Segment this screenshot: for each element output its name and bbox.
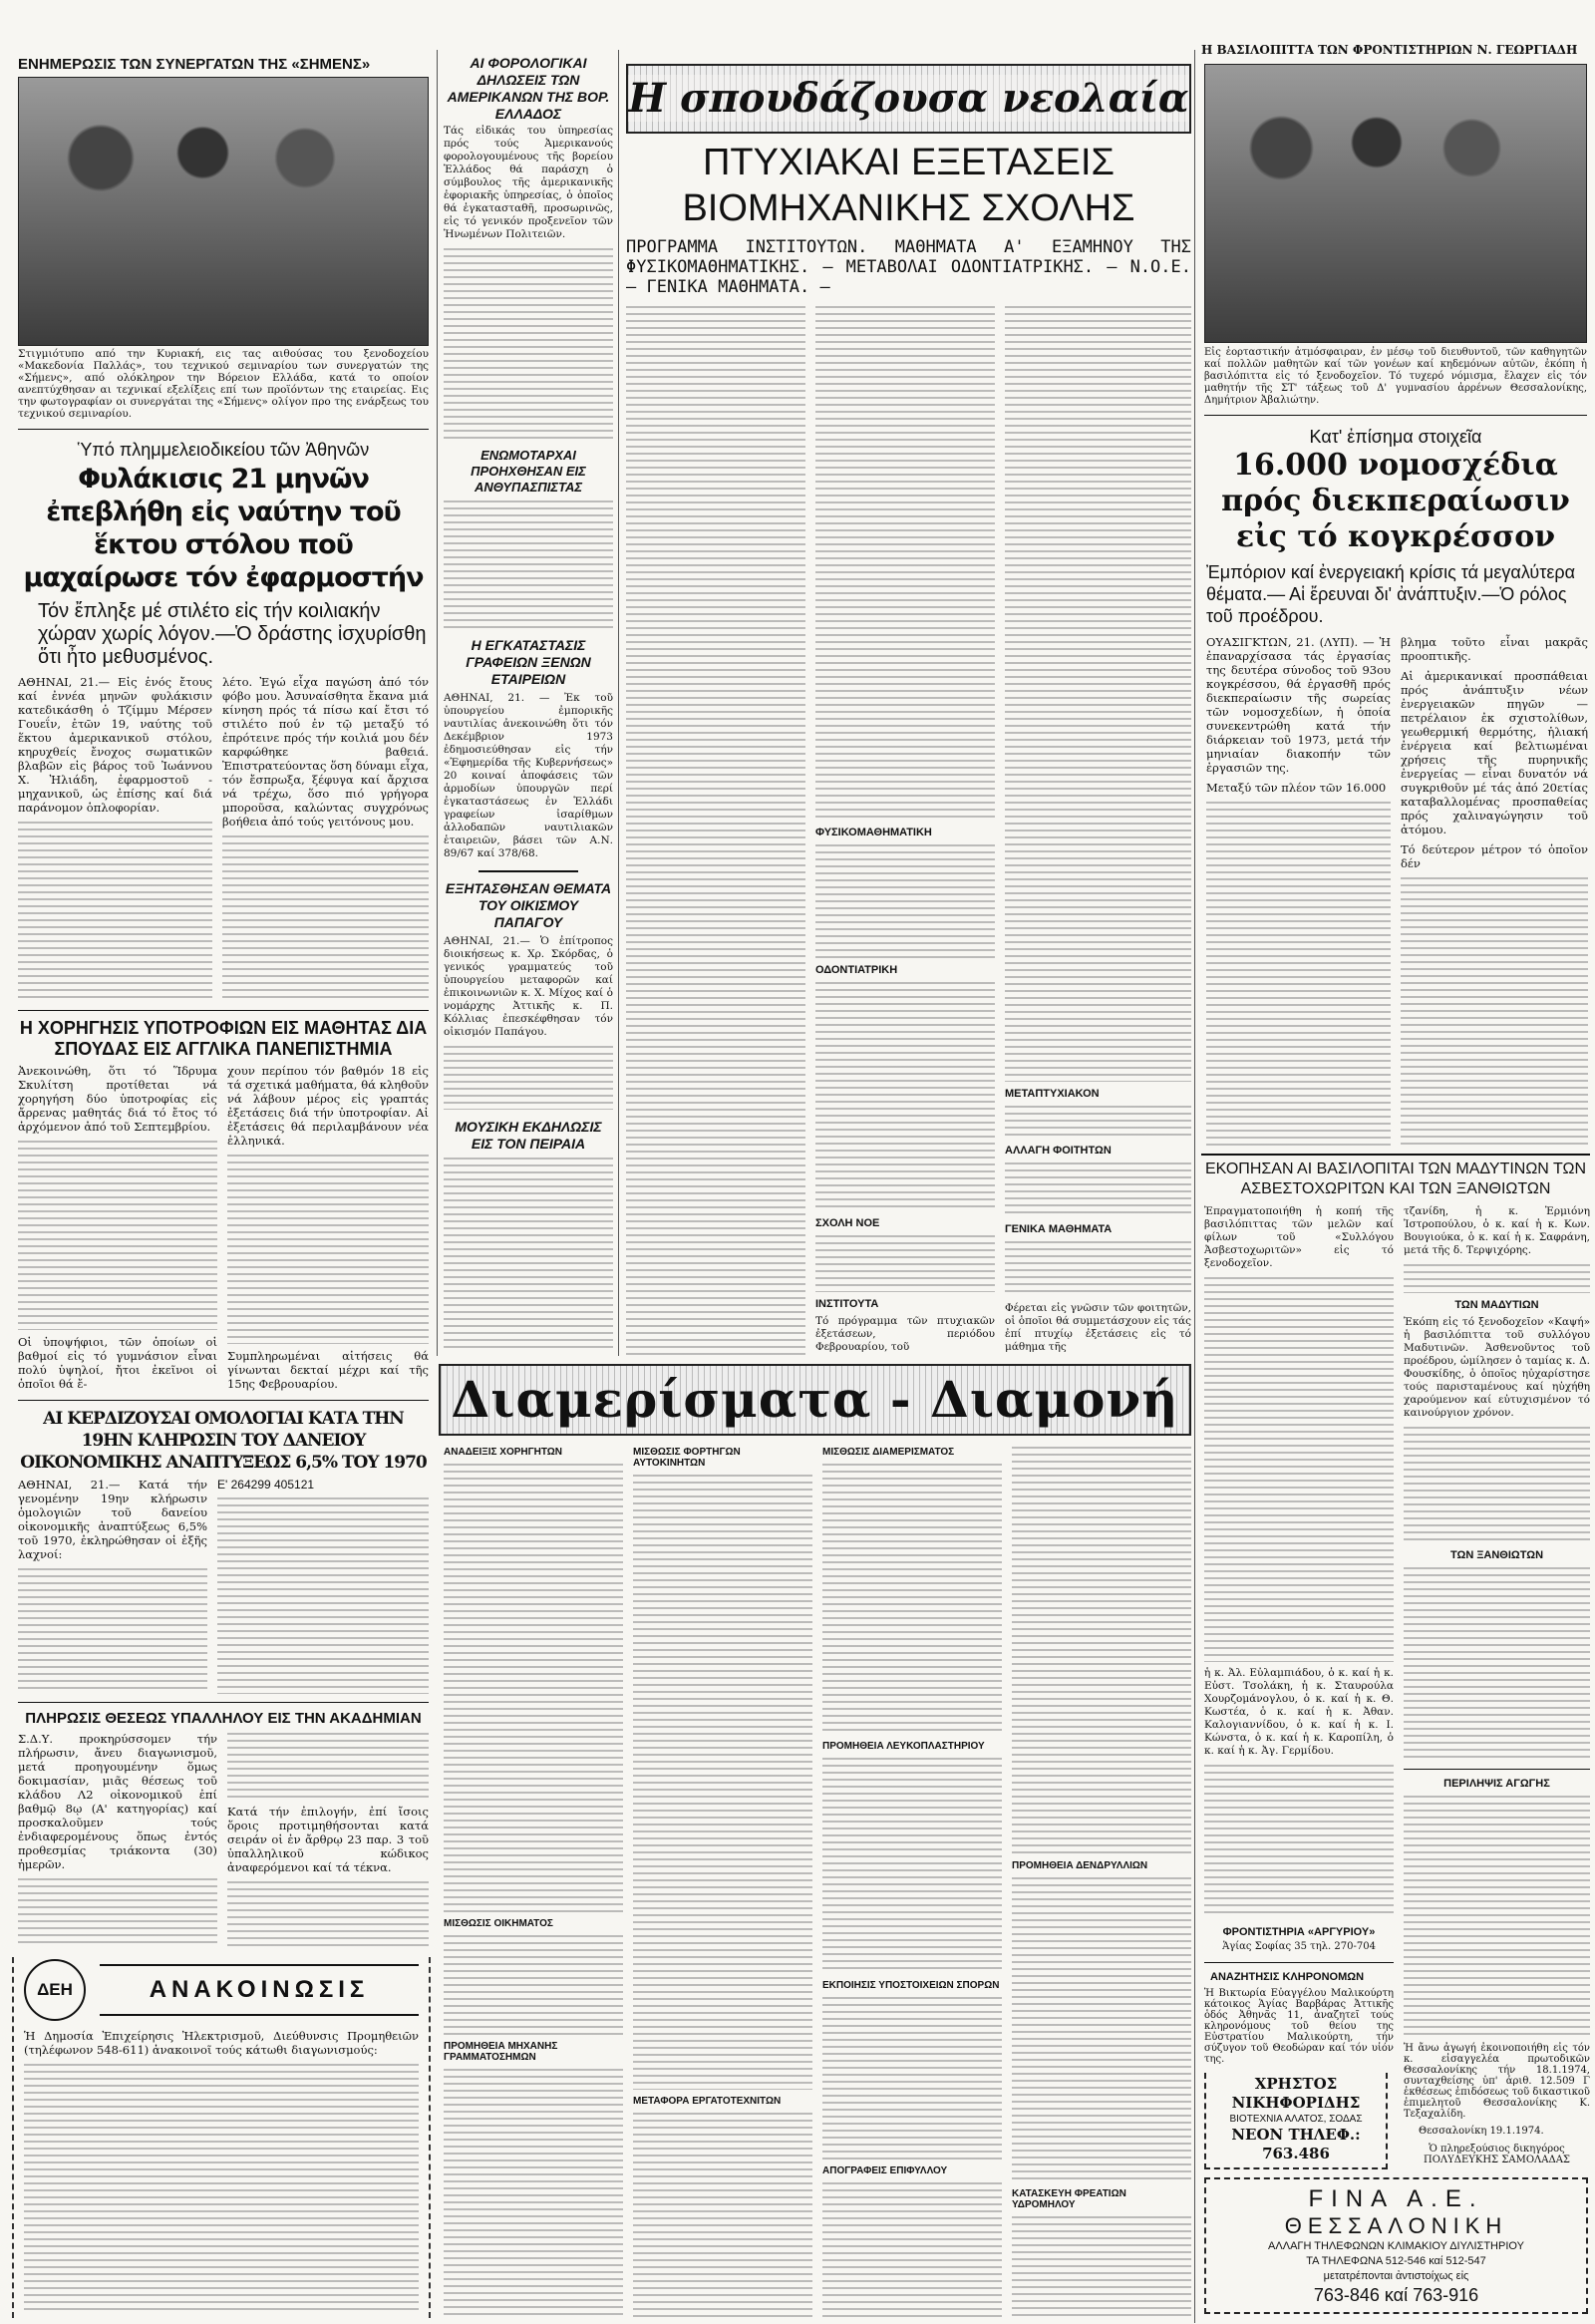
article-body-vasilopites-1: Ἐπραγματοποιήθη ἡ κοπή τῆς βασιλόπιττας τῶν μελῶν καί φίλων τοῦ «Συλλόγου Ἀσβεστοχωριτῶν» εἰς τό ξενοδοχεῖον. (1204, 1205, 1394, 1269)
headline-enomotarxai: ΕΝΩΜΟΤΑΡΧΑΙ ΠΡΟΗΧΘΗΣΑΝ ΕΙΣ ΑΝΘΥΠΑΣΠΙΣΤΑΣ (471, 448, 586, 496)
headline-periilipsis: ΠΕΡΙΛΗΨΙΣ ΑΓΩΓΗΣ (1443, 1778, 1550, 1791)
text-column (1206, 802, 1391, 1148)
section-banner-classifieds (439, 1364, 1191, 1436)
subhead-fylakisis: Τόν ἔπληξε μέ στιλέτο εἰς τήν κοιλιακήν χώραν χωρίς λόγον.—Ὁ δράστης ἰσχυρίσθη ὅτι ἦτο μεθυσμένος. (38, 600, 427, 668)
headline-ptyxiakai: ΠΤΥΧΙΑΚΑΙ ΕΞΕΤΑΣΕΙΣ ΒΙΟΜΗΧΑΝΙΚΗΣ ΣΧΟΛΗΣ (682, 142, 1135, 229)
text-column (18, 1878, 217, 1948)
agogi-place-date: Θεσσαλονίκη 19.1.1974. (1419, 2126, 1544, 2137)
headline-omologiai: ΑΙ ΚΕΡΔΙΖΟΥΣΑΙ ΟΜΟΛΟΓΙΑΙ ΚΑΤΑ ΤΗΝ 19ΗΝ ΚΛΗΡΩΣΙΝ ΤΟΥ ΔΑΝΕΙΟΥ ΟΙΚΟΝΟΜΙΚΗΣ ΑΝΑΠΤΥΞΕΩΣ 6,5% ΤΟΥ 1970 (20, 1408, 427, 1473)
section-odontiatriki: ΟΔΟΝΤΙΑΤΡΙΚΗ (815, 964, 898, 977)
subhead-ptyxiakai: ΠΡΟΓΡΑΜΜΑ ΙΝΣΤΙΤΟΥΤΩΝ. ΜΑΘΗΜΑΤΑ Α' ΕΞΑΜΗΝΟΥ ΤΗΣ ΦΥΣΙΚΟΜΑΘΗΜΑΤΙΚΗΣ. — ΜΕΤΑΒΟΛΑΙ ΟΔΟΝΤΙΑΤΡΙΚΗΣ. — Ν.Ο.Ε. — ΓΕΝΙΚΑ ΜΑΘΗΜΑΤΑ. — (626, 237, 1191, 297)
headline-fylakisis: Φυλάκισις 21 μηνῶν ἐπεβλήθη εἰς ναύτην τοῦ ἕκτου στόλου ποῦ μαχαίρωσε τόν ἐφαρμοστήν (23, 464, 424, 593)
classified-heading: ΜΙΣΘΩΣΙΣ ΔΙΑΜΕΡΙΣΜΑΤΟΣ (822, 1447, 955, 1458)
text-column (815, 1235, 995, 1292)
text-column (633, 2113, 812, 2318)
text-column (227, 1733, 429, 1800)
text-column (227, 1881, 429, 1948)
text-column (633, 1475, 812, 2090)
text-column (1401, 877, 1588, 1148)
classified-heading: ΜΙΣΘΩΣΙΣ ΦΟΡΤΗΓΩΝ ΑΥΤΟΚΙΝΗΤΩΝ (633, 1447, 741, 1469)
classified-heading: ΕΚΠΟΙΗΣΙΣ ΥΠΟΣΤΟΙΧΕΙΩΝ ΣΠΟΡΩΝ (822, 1980, 1000, 1992)
text-column (222, 835, 429, 1002)
frontistiria-address: Ἁγίας Σοφίας 35 τηλ. 270-704 (1222, 1941, 1376, 1952)
tender-list (24, 2064, 419, 2313)
headline-forologika: ΑΙ ΦΟΡΟΛΟΓΙΚΑΙ ΔΗΛΩΣΕΙΣ ΤΩΝ ΑΜΕΡΙΚΑΝΩΝ ΤΗΣ ΒΟΡ. ΕΛΛΑΔΟΣ (447, 55, 610, 122)
anakoinosis-intro: Ἡ Δημοσία Ἐπιχείρησις Ἠλεκτρισμοῦ, Διεύθυνσις Προμηθειῶν (τηλέφωνον 548-611) ἀνακοινοῖ τούς κάτωθι διαγωνισμούς: (24, 2029, 419, 2057)
classified-heading: ΠΡΟΜΗΘΕΙΑ ΜΗΧΑΝΗΣ ΓΡΑΜΜΑΤΟΣΗΜΩΝ (444, 2041, 558, 2063)
text-column (1012, 1447, 1191, 1854)
headline-ypotrofies: Η ΧΟΡΗΓΗΣΙΣ ΥΠΟΤΡΟΦΙΩΝ ΕΙΣ ΜΑΘΗΤΑΣ ΔΙΑ ΣΠΟΥΔΑΣ ΕΙΣ ΑΓΓΛΙΚΑ ΠΑΝΕΠΙΣΤΗΜΙΑ (19, 1018, 428, 1060)
text-column (444, 1046, 613, 1110)
classified-heading: ΜΕΤΑΦΟΡΑ ΕΡΓΑΤΟΤΕΧΝΙΤΩΝ (633, 2096, 782, 2108)
article-body-kleronomon: Ἡ Βικτωρία Εὐαγγέλου Μαλικούρτη κάτοικος Ἁγίας Βαρβάρας Ἀττικῆς ὁδός Ἀθηνᾶς 11, ἀναζητεῖ τούς κληρονόμους τοῦ θείου της Εὐστρατίου Μαλικούρτη, τήν σύζυγον τοῦ Θεοδώραν καί τόν υἱόν της. (1204, 1988, 1394, 2065)
text-column (1404, 1264, 1590, 1293)
article-body-institouta: Τό πρόγραμμα τῶν πτυχιακῶν ἐξετάσεων, περιόδου Φεβρουαρίου, τοῦ (815, 1315, 995, 1353)
text-column (1012, 2216, 1191, 2318)
article-body-vasilopites-2: τζανίδη, ἡ κ. Ἑρμιόνη Ἰστροπούλου, ὁ κ. καί ἡ κ. Κων. Βουγιούκα, ὁ κ. καί ἡ κ. Σαφράνη, μετά τῆς δ. Τερψιχόρης. (1404, 1205, 1590, 1256)
text-column (1005, 1162, 1191, 1218)
headline-kongresso: 16.000 νομοσχέδια πρός διεκπεραίωσιν εἰς τό κογκρέσσον (1221, 448, 1570, 554)
article-body-fylakisis-2: λέτο. Ἐγώ εἶχα παγώση ἀπό τόν φόβο μου. Ἀσυναίσθητα ἔκανα μιά κίνηση πρός τά πίσω καί ἔτσι τό στιλέτο πού ἐν τῷ μεταξύ τό ἐπρότεινε πρός τήν κοιλιά μου δέν καρφώθηκε βαθειά. Ἐπιστρατεύοντας ὅση δύναμι εἶχα, τόν ἔσπρωξα, ξέφυγα καί ἄρχισα νά τρέχω, ὅσο πιό γρήγορα μποροῦσα, καλώντας συγχρόνως βοήθεια ἀπό τούς γειτόνους μου. (222, 675, 429, 829)
text-column (444, 500, 613, 628)
text-column (626, 306, 805, 1355)
article-body-exetasthisan: ΑΘΗΝΑΙ, 21.— Ὁ ἐπίτροπος διοικήσεως κ. Χρ. Σκόρδας, ὁ γενικός γραμματεύς τοῦ ὑπουργείου μεταφορῶν καί ἐπικοινωνιῶν κ. Χ. Μίχος καί ὁ νομάρχης Ἀττικῆς κ. Π. Κόλλιας ἐπεσκέφθησαν τόν οἰκισμόν Παπάγου. (444, 934, 613, 1038)
text-column (1404, 1796, 1590, 2038)
headline-egkatastasis: Η ΕΓΚΑΤΑΣΤΑΣΙΣ ΓΡΑΦΕΙΩΝ ΞΕΝΩΝ ΕΤΑΙΡΕΙΩΝ (466, 636, 591, 687)
headline-vasilopites: ΕΚΟΠΗΣΑΝ ΑΙ ΒΑΣΙΛΟΠΙΤΑΙ ΤΩΝ ΜΑΔΥΤΙΝΩΝ ΤΩΝ ΑΣΒΕΣΤΟΧΩΡΙΤΩΝ ΚΑΙ ΤΩΝ ΞΑΝΘΙΩΤΩΝ (1204, 1161, 1587, 1197)
ad-nikiforidis-business: ΒΙΟΤΕΧΝΙΑ ΑΛΑΤΟΣ, ΣΟΔΑΣ (1229, 2114, 1363, 2125)
photo-vasilopitta (1204, 64, 1587, 343)
article-names-vasilopites: ἡ κ. Ἀλ. Εὐλαμπιάδου, ὁ κ. καί ἡ κ. Εὐστ. Τσολάκη, ἡ κ. Σταυρούλα Χουρζομάνογλου, ὁ κ. καί ἡ κ. Θ. Κωστέα, ὁ κ. καί ἡ κ. Ἀθαν. Καλογιαννίδου, ὁ κ. καί ἡ κ. Ι. Κώνστα, ὁ κ. καί ἡ κ. Καροπίλη, ὁ κ. καί ἡ κ. Ἀγ. Γερμίδου. (1204, 1666, 1394, 1757)
article-body-omologiai: ΑΘΗΝΑΙ, 21.— Κατά τήν γενομένην 19ην κλήρωσιν ὁμολογιῶν τοῦ δανείου οἰκονομικῆς ἀναπτύξεως 6,5% τοῦ 1970, ἐκληρώθησαν οἱ ἑξῆς λαχνοί: (18, 1477, 207, 1561)
ad-fina-line1: ΑΛΛΑΓΗ ΤΗΛΕΦΩΝΩΝ ΚΛΙΜΑΚΙΟΥ ΔΙΥΛΙΣΤΗΡΙΟΥ (1268, 2240, 1524, 2252)
article-body-kongresso-2: Μεταξύ τῶν πλέον τῶν 16.000 (1206, 781, 1387, 795)
ad-fina-city: ΘΕΣΣΑΛΟΝΙΚΗ (1284, 2213, 1508, 2238)
photo-title-vasilopitta: Η ΒΑΣΙΛΟΠΙΤΤΑ ΤΩΝ ΦΡΟΝΤΙΣΤΗΡΙΩΝ Ν. ΓΕΩΡΓΙΑΔΗ (1201, 43, 1578, 57)
lottery-numbers-table (217, 1497, 429, 1694)
text-column (822, 1758, 1002, 1974)
classified-heading: ΜΙΣΘΩΣΙΣ ΟΙΚΗΜΑΤΟΣ (444, 1918, 553, 1929)
dei-announcement-box (12, 1957, 431, 2318)
article-body-agogi: Ἡ ἄνω ἀγωγή ἐκοινοποιήθη εἰς τόν κ. εἰσαγγελέα πρωτοδικῶν Θεσσαλονίκης τήν 18.1.1974, συνταχθείσης ὑπ' ἀριθ. 12.509 Γ ἐκθέσεως ἐπιδόσεως τοῦ δικαστικοῦ ἐπιμελητοῦ Θεσσαλονίκης Κ. Τεξαχαλίδη. (1404, 2043, 1590, 2120)
section-genika-mathimata: ΓΕΝΙΚΑ ΜΑΘΗΜΑΤΑ (1005, 1223, 1113, 1236)
ad-nikiforidis-name: ΧΡΗΣΤΟΣ ΝΙΚΗΦΟΡΙΔΗΣ (1231, 2075, 1361, 2112)
classifieds-area (444, 1444, 1191, 2321)
ad-fina-line4: 763-846 καί 763-916 (1313, 2285, 1479, 2305)
classified-heading: ΑΝΑΔΕΙΞΙΣ ΧΟΡΗΓΗΤΩΝ (444, 1447, 563, 1458)
right-column-top (1201, 42, 1590, 1151)
subhead-kongresso: Ἐμπόριον καί ἐνεργειακή κρίσις τά μεγαλύτερα θέματα.— Αἱ ἔρευναι δι' ἀνάπτυξιν.—Ὁ ρόλος τοῦ προέδρου. (1206, 562, 1576, 626)
ad-fina-line3: μετατρέπονται ἀντιστοίχως εἰς (1323, 2270, 1469, 2282)
classified-heading: ΠΡΟΜΗΘΕΙΑ ΔΕΝΔΡΥΛΛΙΩΝ (1012, 1859, 1148, 1871)
section-sxoli-noe: ΣΧΟΛΗ ΝΟΕ (815, 1216, 880, 1229)
text-column (1005, 1106, 1191, 1139)
section-fysikomathimatiki: ΦΥΣΙΚΟΜΑΘΗΜΑΤΙΚΗ (815, 826, 932, 838)
ad-fina-name: FINA A.E. (1308, 2185, 1484, 2212)
photo-title-siemens: ΕΝΗΜΕΡΩΣΙΣ ΤΩΝ ΣΥΝΕΡΓΑΤΩΝ ΤΗΣ «ΣΗΜΕΝΣ» (18, 56, 371, 73)
text-column (444, 1935, 623, 2035)
text-column (1005, 306, 1191, 1082)
text-column (444, 1158, 613, 1348)
text-column (815, 982, 995, 1210)
text-column (822, 1997, 1002, 2159)
banner-text: Διαμερίσματα - Διαμονή (451, 1370, 1179, 1429)
text-column (18, 1141, 217, 1329)
classified-heading: ΑΠΟΓΡΑΦΕΙΣ ΕΠΙΦΥΛΛΟΥ (822, 2165, 948, 2177)
text-column (444, 1464, 623, 1912)
text-column (822, 1464, 1002, 1735)
column-2 (444, 55, 613, 1351)
classifieds-section (439, 1364, 1191, 2321)
photo-caption-siemens: Στιγμιότυπο από την Κυριακή, εις τας αιθούσας του ξενοδοχείου «Μακεδονία Παλλάς», του τεχνικού σεμιναρίου των συνεργατών της «Σήμενς», από ολόκληρον την Βόρειον Ελλάδα, κατά το οποίον ανεπτύχθησαν αι τεχνικαί εξελίξεις επί των προϊόντων της εταιρείας. Εις την φωτογραφίαν οι συνεργάται της «Σήμενς» ολίγον προ της ενάρξεως του τεχνικού σεμιναρίου. (18, 348, 429, 420)
article-body-kongresso-5: Τό δεύτερον μέτρον τό ὁποῖον δέν (1401, 842, 1588, 870)
article-body-plirosis-2: Κατά τήν ἐπιλογήν, ἐπί ἴσοις ὅροις προτιμηθήσονται κατά σειράν οἱ ἐν ἄρθρῳ 23 παρ. 3 τοῦ ὑπαλληλικοῦ κώδικος ἀναφερόμενοι καί τά τέκνα. (227, 1804, 429, 1874)
text-column (227, 1155, 429, 1343)
article-body-fylakisis-1: ΑΘΗΝΑΙ, 21.— Εἰς ἑνός ἔτους καί ἐννέα μηνῶν φυλάκισιν κατεδικάσθη ὁ Τζίμμυ Μέρσεν Γουεΐν, ἐτῶν 19, ναύτης τοῦ ἕκτου ἀμερικανικοῦ στόλου, κηρυχθείς ἔνοχος σωματικῶν βλαβῶν εἰς βάρος τοῦ Ἰωάννου Χ. Ἠλιάδη, ἐφαρμοστοῦ - μηχανικοῦ, ὡς ἐπίσης καί διά παράνομον ὁπλοφορίαν. (18, 675, 212, 815)
ad-nikiforidis (1204, 2073, 1388, 2169)
subhead-xanthioton: ΤΩΝ ΞΑΝΘΙΩΤΩΝ (1449, 1548, 1544, 1561)
text-column (1204, 1765, 1394, 1918)
kicker-kongresso: Κατ' ἐπίσημα στοιχεῖα (1309, 427, 1482, 447)
article-body-forologika: Τάς εἰδικάς του ὑπηρεσίας πρός τούς Ἀμερικανούς φορολογουμένους τῆς βορείου Ἑλλάδος θά παράσχη ὁ σύμβουλος τῆς ἀμερικανικῆς ἐφοριακῆς ὑπηρεσίας, ὁ ὁποῖος θά ἐγκατασταθῆ, προσωρινῶς, εἰς τό γενικόν προξενεῖον τῶν Ἡνωμένων Πολιτειῶν. (444, 125, 613, 240)
lottery-numbers-first: Ε' 264299 405121 (217, 1477, 315, 1492)
article-body-ypotrofies-1: Ἀνεκοινώθη, ὅτι τό Ἵδρυμα Σκυλίτση προτίθεται νά χορηγήση δύο ὑποτροφίας εἰς ἄρρενας μαθητάς διά τό ἔτος τό ἀρχόμενον ἀπό τοῦ Σεπτεμβρίου. (18, 1064, 217, 1135)
photo-caption-vasilopitta: Εἰς ἑορταστικήν ἀτμόσφαιραν, ἐν μέσῳ τοῦ διευθυντοῦ, τῶν καθηγητῶν καί πολλῶν μαθητῶν καί τῶν γονέων καί κηδεμόνων αὐτῶν, ἐκόπη ἡ βασιλόπιττα εἰς τό ξενοδοχεῖον. Τό τυχερό νόμισμα, ἔλαχεν εἰς τόν μαθητήν τῆς ΣΤ' τάξεως τοῦ Δ' γυμνασίου ἀρρένων Θεσσαλονίκης, Δημήτριον Ἀβαλιώτην. (1204, 347, 1587, 406)
text-column (1404, 1567, 1590, 1761)
article-body-foitites: Φέρεται εἰς γνῶσιν τῶν φοιτητῶν, οἱ ὁποῖοι θά συμμετάσχουν εἰς τάς ἐπί πτυχίῳ ἐξετάσεις εἰς τό μάθημα τῆς (1005, 1302, 1192, 1354)
headline-plirosis: ΠΛΗΡΩΣΙΣ ΘΕΣΕΩΣ ΥΠΑΛΛΗΛΟΥ ΕΙΣ ΤΗΝ ΑΚΑΔΗΜΙΑΝ (25, 1709, 422, 1727)
text-column (1005, 1241, 1191, 1297)
section-allagi-foititon: ΑΛΛΑΓΗ ΦΟΙΤΗΤΩΝ (1005, 1144, 1112, 1157)
section-banner-student-youth (626, 64, 1191, 134)
subhead-madytion: ΤΩΝ ΜΑΔΥΤΙΩΝ (1454, 1299, 1539, 1312)
ad-nikiforidis-phone: ΝΕΟΝ ΤΗΛΕΦ.: 763.486 (1231, 2126, 1361, 2162)
text-column (822, 2182, 1002, 2318)
ad-fina (1204, 2177, 1588, 2314)
article-body-plirosis-1: Σ.Δ.Υ. προκηρύσσομεν τήν πλήρωσιν, ἄνευ διαγωνισμοῦ, μετά προηγουμένην ὅμως δοκιμασίαν, μιᾶς θέσεως τοῦ κλάδου Λ2 οἰκονομικοῦ ἐπί βαθμῷ 8ῳ (Α' κατηγορίας) καί προσκαλοῦμεν τούς ἐνδιαφερομένους ὅπως ἐντός προθεσμίας τριάκοντα (30) ἡμερῶν. (18, 1731, 217, 1871)
headline-mousiki: ΜΟΥΣΙΚΗ ΕΚΔΗΛΩΣΙΣ ΕΙΣ ΤΟΝ ΠΕΙΡΑΙΑ (455, 1118, 602, 1152)
article-end-ypotrofies-2: Συμπληρωμέναι αἰτήσεις θά γίνωνται δεκταί μέχρι καί τῆς 15ης Φεβρουαρίου. (227, 1348, 429, 1391)
photo-siemens-seminar (18, 77, 429, 346)
agogi-signature: Ὁ πληρεξούσιος δικηγόρος ΠΟΛΥΔΕΥΚΗΣ ΣΑΜΟΛΑΔΑΣ (1424, 2144, 1570, 2165)
text-column (444, 248, 613, 439)
headline-kleronomon: ΑΝΑΖΗΤΗΣΙΣ ΚΛΗΡΟΝΟΜΩΝ (1210, 1971, 1365, 1983)
right-column-bottom (1201, 1160, 1590, 2318)
article-body-ypotrofies-2: χουν περίπου τόν βαθμόν 18 εἰς τά σχετικά μαθήματα, θά κληθοῦν νά λάβουν μέρος εἰς γραπτάς ἐξετάσεις διά τήν ὑποτροφίαν. Αἱ ἐξετάσεις θά περιλαμβάνουν νέα ἑλληνικά. (227, 1064, 429, 1149)
kicker-fylakisis: Ὑπό πλημμελειοδικείου τῶν Ἀθηνῶν (77, 440, 370, 460)
text-column (1404, 1427, 1590, 1543)
anakoinosis-title: ΑΝΑΚΟΙΝΩΣΙΣ (149, 1976, 370, 2003)
text-column (18, 822, 212, 1002)
banner-text: Η σπουδάζουσα νεολαία (628, 75, 1189, 122)
article-body-egkatastasis: ΑΘΗΝΑΙ, 21. — Ἐκ τοῦ ὑπουργείου ἐμπορικῆς ναυτιλίας ἀνεκοινώθη ὅτι τόν Δεκέμβριον 1973 ἐδημοσιεύθησαν εἰς τήν «Ἐφημερίδα τῆς Κυβερνήσεως» 20 κοιναί ἀποφάσεις τῶν ἁρμοδίων ὑπουργῶν περί ἐγκαταστάσεως ἐν Ἑλλάδι γραφείων ἰσαρίθμων ἀλλοδαπῶν ναυτιλιακῶν ἑταιρειῶν, βάσει τῶν Α.Ν. 89/67 καί 378/68. (444, 691, 613, 859)
center-column (626, 64, 1191, 1358)
section-institouta: ΙΝΣΤΙΤΟΥΤΑ (815, 1298, 879, 1310)
article-body-kongresso-4: Αἱ ἀμερικανικαί προσπάθειαι πρός ἀνάπτυξιν νέων ἐνεργειακῶν πηγῶν — πετρέλαιον ἐκ σχιστολίθων, γεωθερμική θερμότης, ἡλιακή ἐνέργεια καί βελτιωμέναι χρήσεις τῆς πυρηνικῆς ἐνεργείας — εἶναι δυνατόν νά συγκριθοῦν μέ τάς ἀπό 20ετίας καταβαλλομένας προσπαθείας πρός χαλιναγώγησιν τοῦ ἀτόμου. (1401, 669, 1588, 836)
classified-heading: ΠΡΟΜΗΘΕΙΑ ΛΕΥΚΟΠΛΑΣΤΗΡΙΟΥ (822, 1740, 985, 1752)
text-column (815, 306, 995, 821)
ad-fina-line2: ΤΑ ΤΗΛΕΦΩΝΑ 512-546 καί 512-547 (1306, 2255, 1486, 2267)
headline-frontistiria: ΦΡΟΝΤΙΣΤΗΡΙΑ «ΑΡΓΥΡΙΟΥ» (1222, 1926, 1376, 1938)
classified-heading: ΚΑΤΑΣΚΕΥΗ ΦΡΕΑΤΙΩΝ ΥΔΡΟΜΗΛΟΥ (1012, 2187, 1126, 2210)
left-column (18, 56, 429, 2318)
article-end-ypotrofies-1: Οἱ ὑποψήφιοι, τῶν ὁποίων οἱ βαθμοί εἰς τό γυμνάσιον εἶναι πολύ ὑψηλοί, ἤτοι ἐκεῖνοι οἱ ὁποῖοι θά ἔ- (18, 1334, 217, 1391)
article-body-madytion: Ἐκόπη εἰς τό ξενοδοχεῖον «Καψή» ἡ βασιλόπιττα τοῦ συλλόγου Μαδυτινῶν. Ἀσθενοῦντος τοῦ προέδρου, ὡμίλησεν ὁ ταμίας κ. Δ. Φουσκίδης, ὁ ὁποῖος ηὐχαρίστησε τούς παρισταμένους καί ηὐχήθη χαρούμενον καί εὐτυχισμένον τό καινούργιον χρόνον. (1404, 1316, 1590, 1420)
text-column (1012, 1877, 1191, 2182)
article-body-kongresso-1: ΟΥΑΣΙΓΚΤΩΝ, 21. (ΛΥΠ). — Ἡ ἐπαναρχίσασα τάς ἐργασίας της δευτέρα σύνοδος τοῦ 93ου κογκρέσσου, θά ἐργασθῆ πρός διεκπεραίωσιν τῆς σωρείας τῶν νομοσχεδίων, ἡ ὁποία συνεκεντρώθη κατά τήν διάρκειαν τοῦ 1973, μετά τήν μηνιαίαν διακοπήν τῶν ἐργασιῶν της. (1206, 635, 1391, 775)
headline-exetasthisan: ΕΞΗΤΑΣΘΗΣΑΝ ΘΕΜΑΤΑ ΤΟΥ ΟΙΚΙΣΜΟΥ ΠΑΠΑΓΟΥ (445, 879, 612, 930)
text-column (1204, 1277, 1394, 1662)
section-metaptyxiakon: ΜΕΤΑΠΤΥΧΙΑΚΟΝ (1005, 1087, 1100, 1100)
dei-logo: ΔΕΗ (24, 1959, 86, 2021)
text-column (444, 2069, 623, 2318)
article-body-kongresso-3: βλημα τοῦτο εἶναι μακρᾶς προοπτικῆς. (1401, 635, 1588, 663)
text-column (18, 1568, 207, 1694)
text-column (815, 844, 995, 959)
